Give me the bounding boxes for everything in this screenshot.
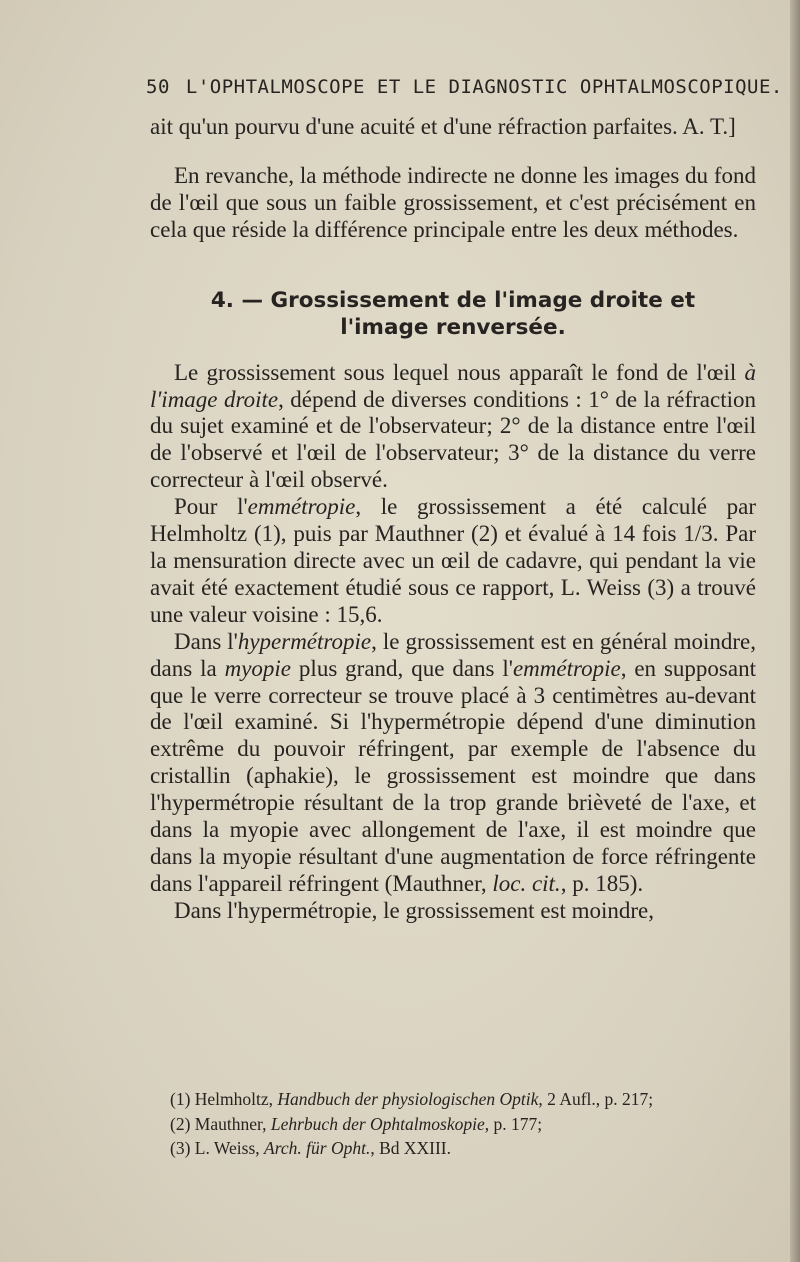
italic-run: à l'image droite xyxy=(150,359,756,412)
page-spine-shadow xyxy=(790,0,800,1262)
section-heading-line-2: l'image renversée. xyxy=(340,314,566,340)
footnote-title: Handbuch der physiologischen Optik xyxy=(277,1089,539,1109)
footnote-author: (2) Mauthner, xyxy=(170,1113,271,1134)
section-heading xyxy=(150,287,756,341)
footnote xyxy=(170,1112,770,1137)
footnotes xyxy=(170,1087,770,1161)
footnote xyxy=(170,1136,770,1161)
paragraph-indirect-method: En revanche, la méthode indirecte ne donne les images du fond de l'œil que sous un faible grossissement, et c'est précisément en cela que réside la différence principale entre les deux méthodes. xyxy=(150,162,756,242)
footnote-author: (3) L. Weiss, xyxy=(170,1138,265,1158)
text-run: , dépend de diverses conditions : 1° de la réfraction du sujet examiné et de l'observateur; 2° de la distance entre l'œil de l'observé et l'œil de l'observateur; 3° de la distance du verre correcteur à l'œil observé. xyxy=(150,386,756,493)
text-run: Pour l' xyxy=(174,494,248,520)
footnote-ref: , Bd XXIII. xyxy=(370,1138,452,1158)
italic-run: loc. cit. xyxy=(492,870,561,896)
footnote xyxy=(170,1087,770,1112)
footnote-title: Lehrbuch der Ophtalmoskopie xyxy=(270,1113,485,1134)
text-run: , p. 185). xyxy=(560,870,644,896)
paragraph-magnification-conditions xyxy=(150,360,756,495)
italic-run: myopie xyxy=(224,655,292,681)
paragraph-hypermetropia xyxy=(150,629,756,898)
paragraph-final-line: Dans l'hypermétropie, le grossissement est moindre, xyxy=(174,897,655,923)
text-run: , le grossissement est en général moindre, dans la xyxy=(150,628,756,681)
paragraph-continuation: ait qu'un pourvu d'une acuité et d'une réfraction parfaites. A. T.] xyxy=(150,114,736,139)
text-run: Dans l' xyxy=(174,628,238,654)
italic-run: emmétropie xyxy=(247,494,356,520)
italic-run: emmétropie xyxy=(512,655,621,681)
text-run: Le grossissement sous lequel nous apparaît le fond de l'œil xyxy=(174,359,745,385)
footnote-ref: , p. 177; xyxy=(484,1113,543,1134)
running-title: L'OPHTALMOSCOPE ET LE DIAGNOSTIC OPHTALMOSCOPIQUE. xyxy=(185,76,783,98)
running-header xyxy=(146,76,783,98)
footnote-title: Arch. für Opht. xyxy=(264,1138,371,1158)
section-heading-line-1: 4. — Grossissement de l'image droite et xyxy=(210,287,696,313)
footnote-author: (1) Helmholtz, xyxy=(170,1089,278,1109)
paragraph-emmetropia xyxy=(150,494,756,629)
italic-run: hypermétropie xyxy=(237,628,372,654)
page-number: 50 xyxy=(146,76,170,98)
text-run: , le grossissement a été calculé par Helmholtz (1), puis par Mauthner (2) et évalué à 14 fois 1/3. Par la mensuration directe avec un œil de cadavre, qui pendant la vie avait été exactement étudié sous ce rapport, L. Weiss (3) a trouvé une valeur voisine : 15,6. xyxy=(150,494,756,627)
text-run: , en supposant que le verre correcteur se trouve placé à 3 centimètres au-devant de l'œil examiné. Si l'hypermétropie dépend d'une diminution extrême du pouvoir réfringent, par exemple de l'absence du cristallin (aphakie), le grossissement est moindre que dans l'hypermétropie résultant de la trop grande brièveté de l'axe, et dans la myopie avec allongement de l'axe, il est moindre que dans la myopie résultant d'une augmentation de force réfringente dans l'appareil réfringent (Mauthner, xyxy=(150,655,756,896)
text-run: plus grand, que dans l' xyxy=(291,655,513,681)
footnote-ref: , 2 Aufl., p. 217; xyxy=(538,1089,654,1109)
main-text xyxy=(150,114,756,925)
